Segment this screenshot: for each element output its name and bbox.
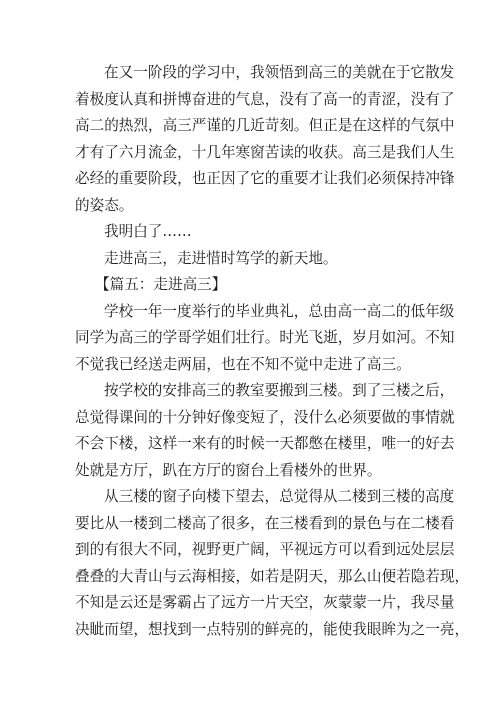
text-line: 走进高三，走进惜时笃学的新天地。: [104, 249, 338, 267]
text-line: 按学校的安排高三的教室要搬到三楼。到了三楼之后，: [104, 382, 455, 399]
text-line: 在又一阶段的学习中，我领悟到高三的美就在于它散发: [104, 64, 455, 81]
text-line: 决眦而望，想找到一点特别的鲜亮的，能使我眼眸为之一亮，: [75, 620, 470, 638]
text-line: 学校一年一度举行的毕业典礼，总由高一高二的低年级: [104, 302, 455, 320]
text-line: 不觉我已经送走两届，也在不知不觉中走进了高三。: [75, 355, 411, 373]
text-line: 不会下楼，这样一来有的时候一天都憋在楼里，唯一的好去: [75, 435, 455, 452]
document-page: [75, 60, 470, 643]
text-line: 从三楼的窗子向楼下望去，总觉得从二楼到三楼的高度: [104, 488, 455, 505]
text-line: 才有了六月流金，十几年寒窗苦读的收获。高三是我们人生: [75, 143, 455, 161]
text-line: 着极度认真和拼博奋进的气息，没有了高一的青涩，没有了: [75, 90, 455, 108]
text-line: 总觉得课间的十分钟好像变短了，没什么必须要做的事情就: [75, 408, 455, 426]
text-line: 叠叠的大青山与云海相接，如若是阴天，那么山便若隐若现，: [75, 567, 470, 585]
text-line: 高二的热烈，高三严谨的几近苛刻。但正是在这样的气氛中: [75, 117, 455, 134]
section-heading: 【篇五：走进高三】: [95, 276, 227, 293]
text-line: 要比从一楼到二楼高了很多，在三楼看到的景色与在二楼看: [75, 514, 455, 532]
text-line: 必经的重要阶段，也正因了它的重要才让我们必须保持冲锋: [75, 170, 455, 187]
text-line: 不知是云还是雾霸占了远方一片天空，灰蒙蒙一片，我尽量: [75, 594, 455, 611]
text-line: 我明白了……: [104, 223, 192, 240]
text-line: 到的有很大不同，视野更广阔，平视远方可以看到远处层层: [75, 541, 455, 558]
text-line: 处就是方厅，趴在方厅的窗台上看楼外的世界。: [75, 461, 382, 479]
text-line: 同学为高三的学哥学姐们壮行。时光飞逝，岁月如河。不知: [75, 329, 455, 346]
text-line: 的姿态。: [75, 196, 134, 214]
